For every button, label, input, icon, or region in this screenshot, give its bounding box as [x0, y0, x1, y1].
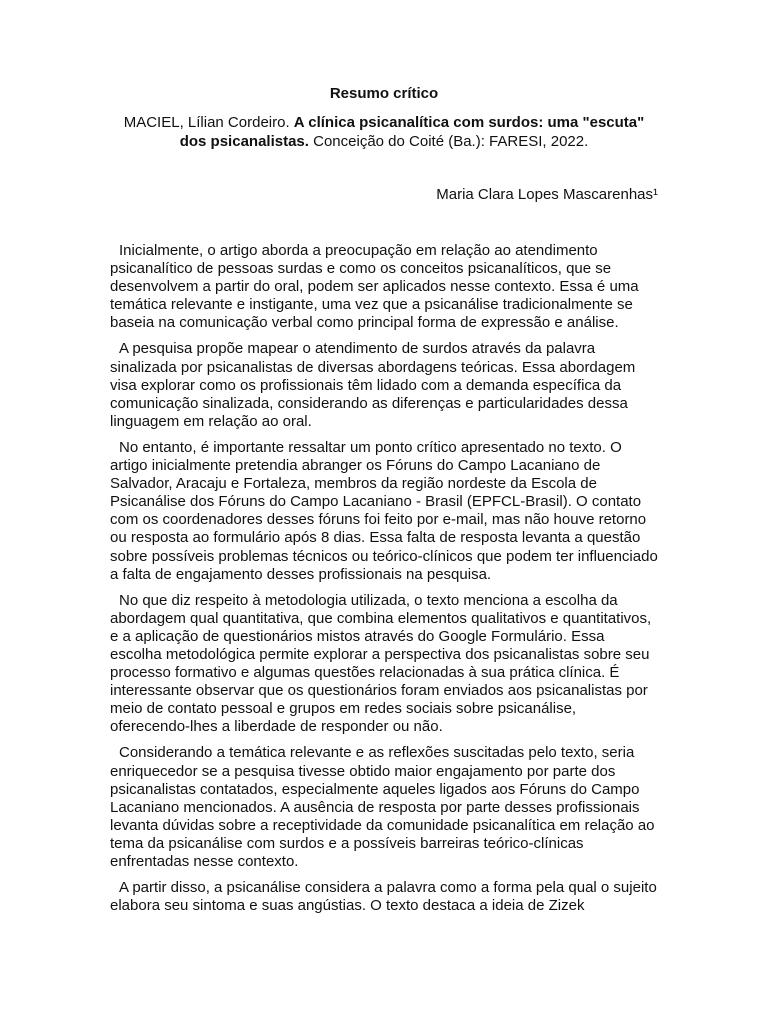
author-line: Maria Clara Lopes Mascarenhas¹ [436, 186, 658, 203]
body-paragraph: Inicialmente, o artigo aborda a preocupação em relação ao atendimento psicanalítico de pessoas surdas e como os conceitos psicanalíticos, que se desenvolvem a partir do oral, podem ser aplicados nesse contexto. Essa é uma temática relevante e instigante, uma vez que a psicanálise tradicionalmente se baseia na comunicação verbal como principal forma de expressão e análise. [110, 242, 639, 332]
bibliographic-reference [110, 113, 658, 151]
body-paragraph: No que diz respeito à metodologia utilizada, o texto menciona a escolha da abordagem qual quantitativa, que combina elementos qualitativos e quantitativos, e a aplicação de questionários mistos através do Google Formulário. Essa escolha metodológica permite explorar a perspectiva dos psicanalistas sobre seu processo formativo e algumas questões relacionadas à sua prática clínica. É interessante observar que os questionários foram enviados aos psicanalistas por meio de contato pessoal e grupos em redes sociais sobre psicanálise, oferecendo-lhes a liberdade de responder ou não. [110, 591, 652, 736]
body-paragraph: Considerando a temática relevante e as reflexões suscitadas pelo texto, seria enriquecedor se a pesquisa tivesse obtido maior engajamento por parte dos psicanalistas contatados, especialmente aqueles ligados aos Fóruns do Campo Lacaniano mencionados. A ausência de resposta por parte desses profissionais levanta dúvidas sobre a receptividade da comunidade psicanalítica em relação ao tema da psicanálise com surdos e a possíveis barreiras teórico-clínicas enfrentadas nesse contexto. [110, 744, 655, 870]
reference-authors: MACIEL, Lílian Cordeiro. [123, 114, 290, 131]
body-paragraph: A pesquisa propõe mapear o atendimento de surdos através da palavra sinalizada por psicanalistas de diversas abordagens teóricas. Essa abordagem visa explorar como os profissionais têm lidado com a demanda específica da comunicação sinalizada, considerando as diferenças e particularidades dessa linguagem em relação ao oral. [110, 340, 636, 430]
body-paragraph: A partir disso, a psicanálise considera a palavra como a forma pela qual o sujeito elabora seu sintoma e suas angústias. O texto destaca a ideia de Zizek [110, 879, 657, 915]
document-body [110, 242, 658, 923]
reference-publication: Conceição do Coité (Ba.): FARESI, 2022. [313, 133, 589, 150]
reference-work-title: A clínica psicanalítica com surdos: uma "escuta" dos psicanalistas. [179, 114, 645, 150]
body-paragraph: No entanto, é importante ressaltar um ponto crítico apresentado no texto. O artigo inicialmente pretendia abranger os Fóruns do Campo Lacaniano de Salvador, Aracaju e Fortaleza, membros da região nordeste da Escola de Psicanálise dos Fóruns do Campo Lacaniano - Brasil (EPFCL-Brasil). O contato com os coordenadores desses fóruns foi feito por e-mail, mas não houve retorno ou resposta ao formulário após 8 dias. Essa falta de resposta levanta a questão sobre possíveis problemas técnicos ou teórico-clínicos que podem ter influenciado a falta de engajamento desses profissionais na pesquisa. [110, 438, 658, 583]
document-title: Resumo crítico [329, 85, 439, 102]
